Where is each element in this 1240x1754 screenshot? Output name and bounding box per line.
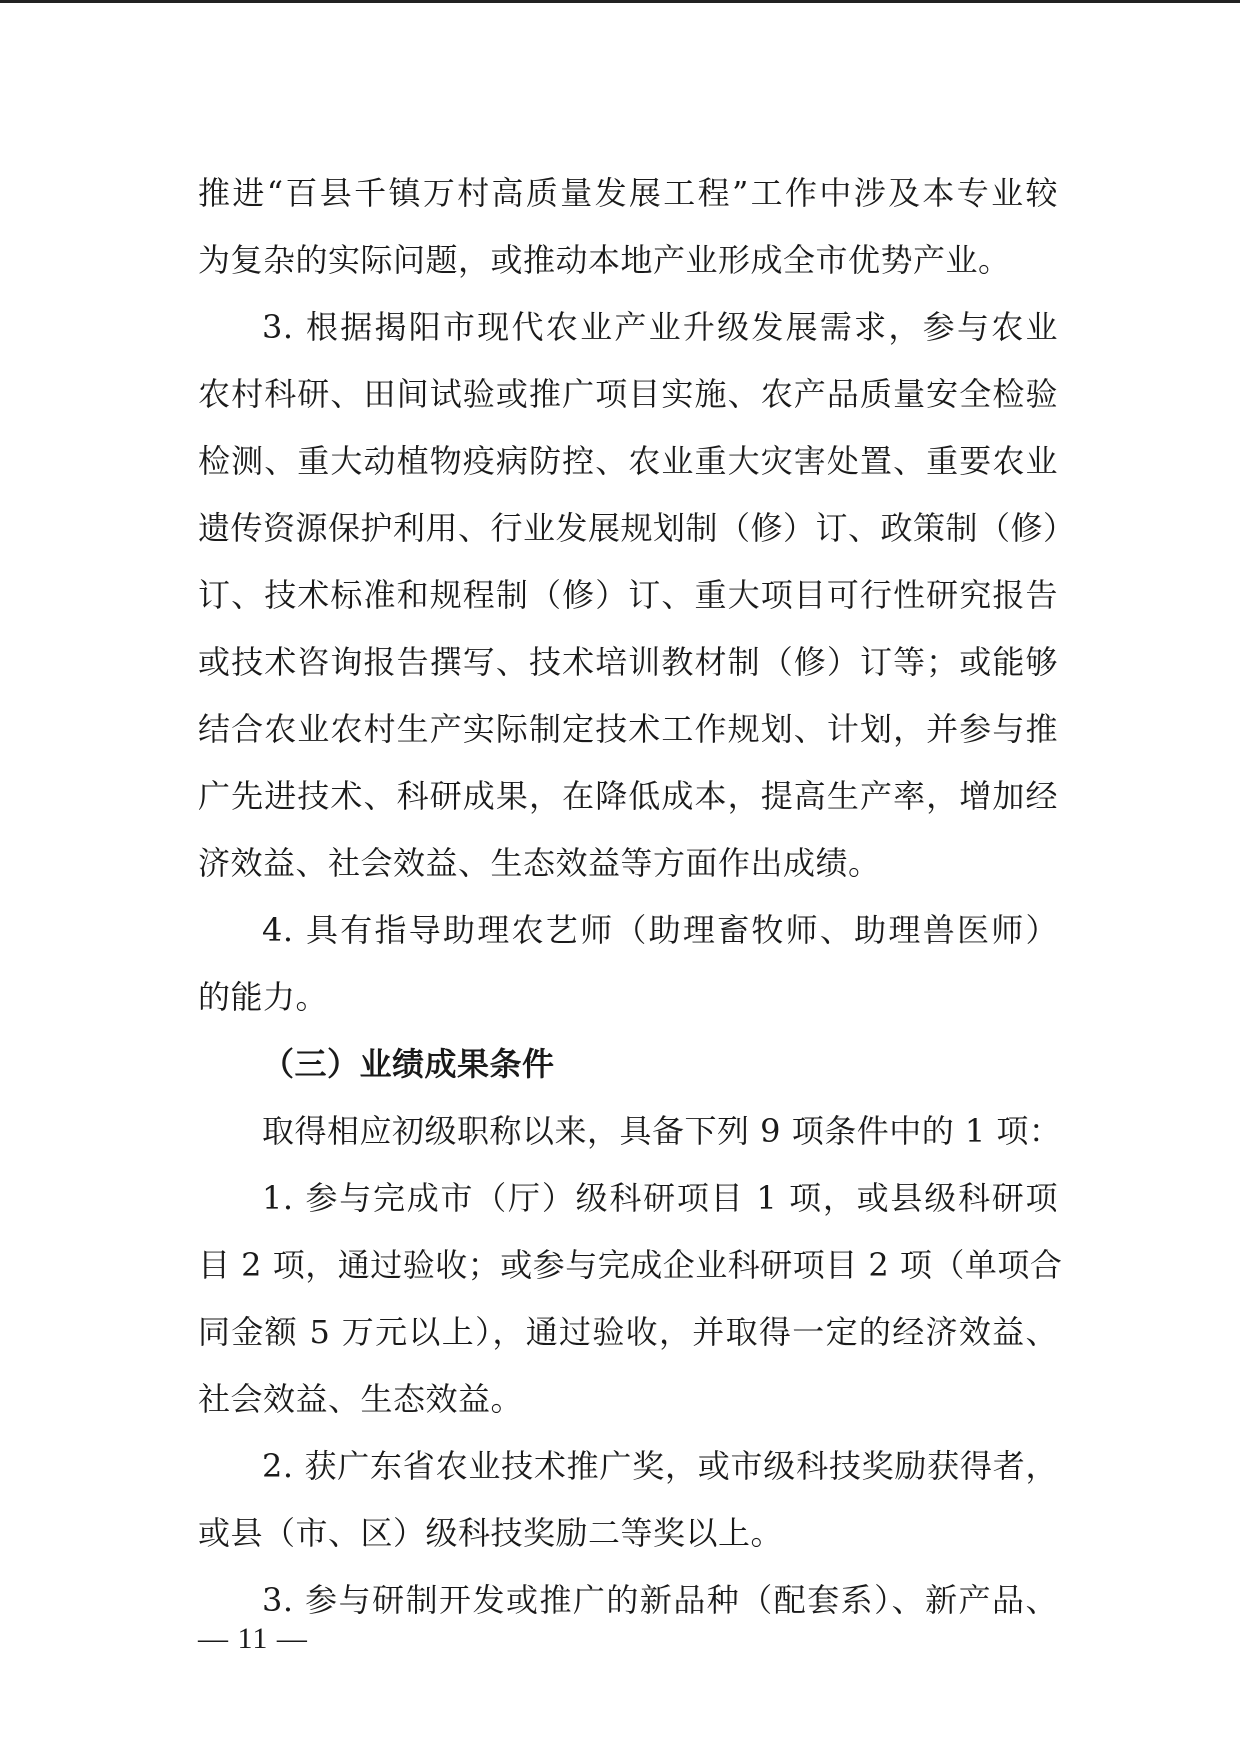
page-number: — 11 — (198, 1622, 308, 1655)
text-line: 1. 参与完成市（厅）级科研项目 1 项，或县级科研项 (262, 1179, 1058, 1217)
text-line: 或县（市、区）级科技奖励二等奖以上。 (198, 1514, 784, 1552)
text-line: 社会效益、生态效益。 (198, 1380, 524, 1418)
text-line: 结合农业农村生产实际制定技术工作规划、计划，并参与推 (198, 710, 1058, 748)
text-line: 3. 根据揭阳市现代农业产业升级发展需求，参与农业 (262, 308, 1058, 346)
text-line: 推进“百县千镇万村高质量发展工程”工作中涉及本专业较 (198, 174, 1058, 212)
text-line: 订、技术标准和规程制（修）订、重大项目可行性研究报告 (198, 576, 1058, 614)
text-line: 的能力。 (198, 978, 329, 1016)
text-line: 3. 参与研制开发或推广的新品种（配套系）、新产品、 (262, 1581, 1058, 1619)
text-line: 农村科研、田间试验或推广项目实施、农产品质量安全检验 (198, 375, 1058, 413)
text-line: 取得相应初级职称以来，具备下列 9 项条件中的 1 项： (262, 1112, 1062, 1150)
text-line: 同金额 5 万元以上），通过验收，并取得一定的经济效益、 (198, 1313, 1058, 1351)
top-border-rule (0, 0, 1240, 3)
text-line: 目 2 项，通过验收；或参与完成企业科研项目 2 项（单项合 (198, 1246, 1063, 1284)
text-line: 或技术咨询报告撰写、技术培训教材制（修）订等；或能够 (198, 643, 1058, 681)
section-heading: （三）业绩成果条件 (262, 1045, 555, 1083)
text-line: 2. 获广东省农业技术推广奖，或市级科技奖励获得者， (262, 1447, 1058, 1485)
text-line: 4. 具有指导助理农艺师（助理畜牧师、助理兽医师） (262, 911, 1058, 949)
text-line: 广先进技术、科研成果，在降低成本，提高生产率，增加经 (198, 777, 1058, 815)
text-line: 检测、重大动植物疫病防控、农业重大灾害处置、重要农业 (198, 442, 1058, 480)
text-line: 为复杂的实际问题，或推动本地产业形成全市优势产业。 (198, 241, 1011, 279)
text-line: 济效益、社会效益、生态效益等方面作出成绩。 (198, 844, 881, 882)
text-line: 遗传资源保护利用、行业发展规划制（修）订、政策制（修） (198, 509, 1076, 547)
document-body (198, 160, 1076, 1634)
